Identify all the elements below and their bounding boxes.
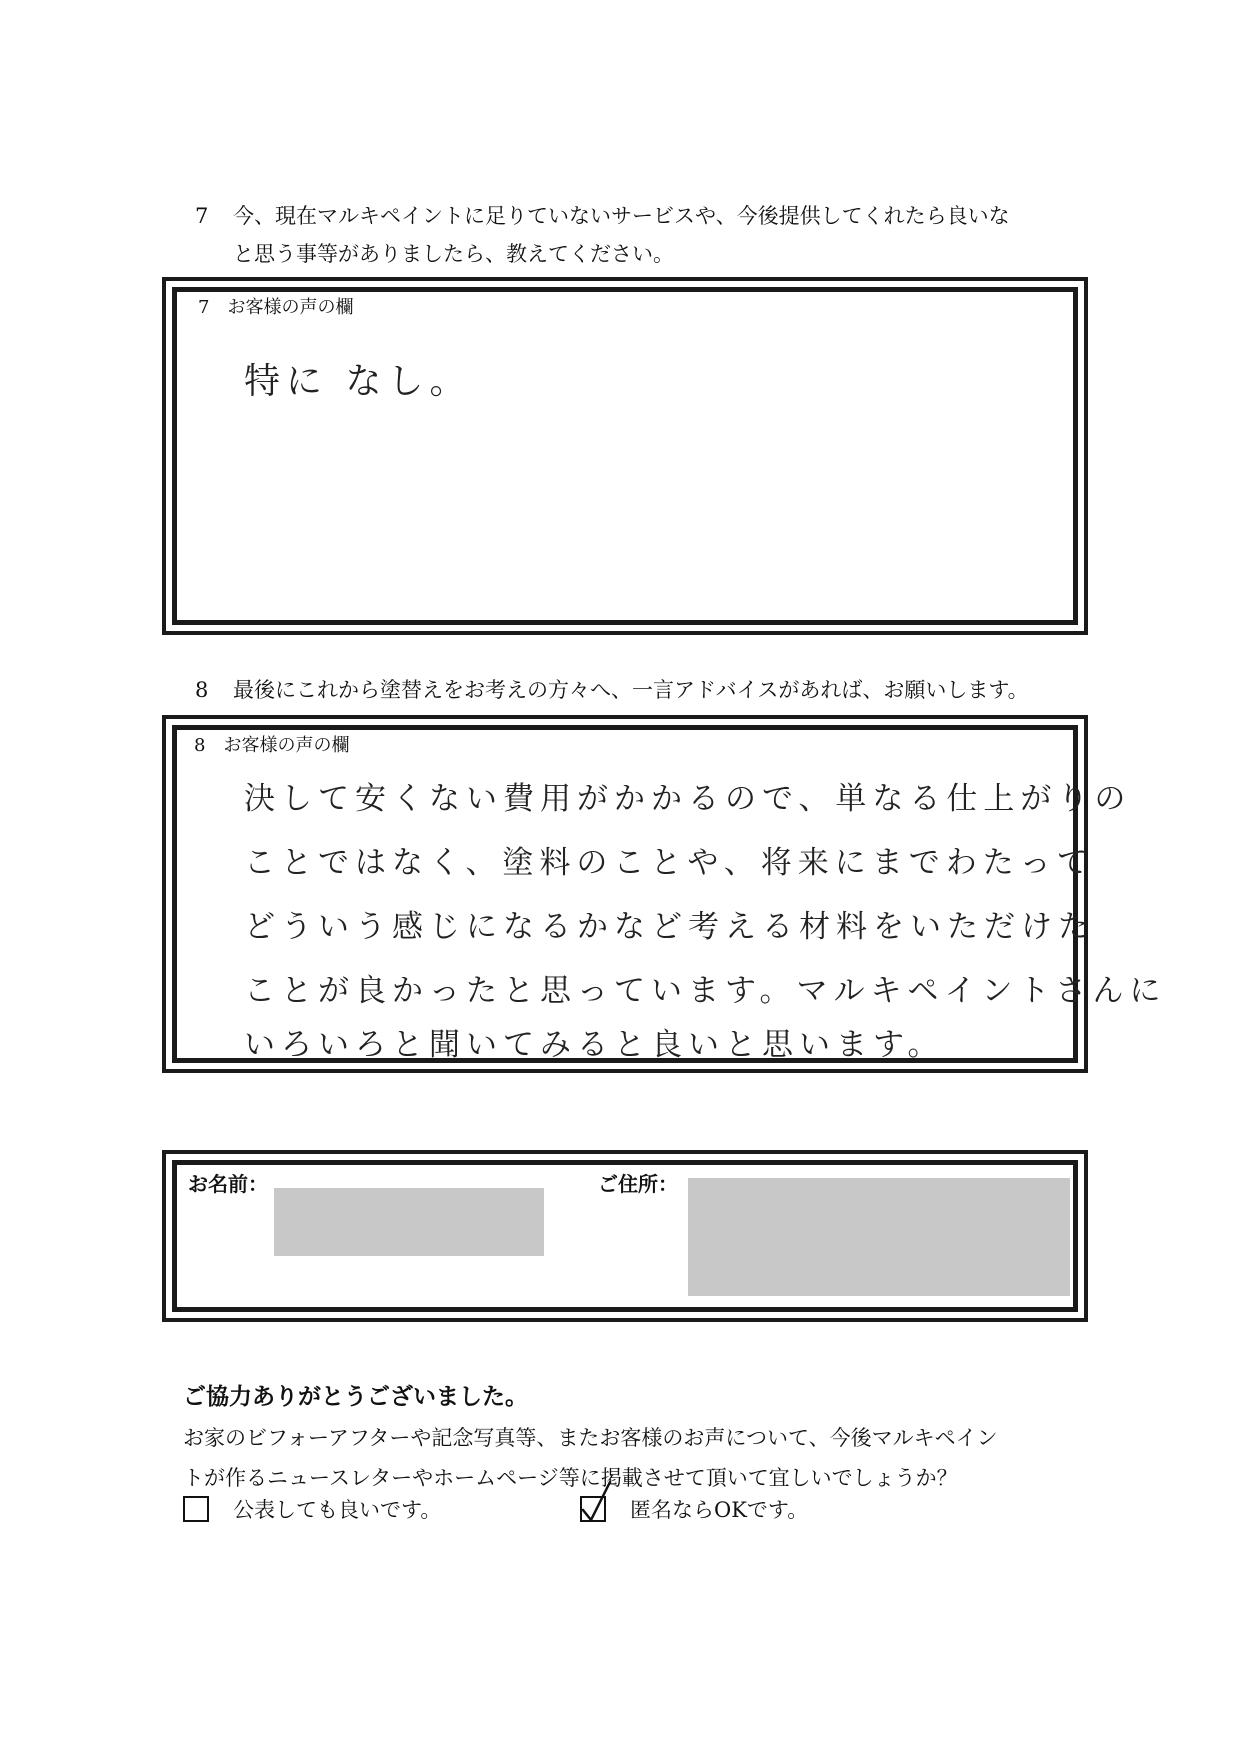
answer-8-handwriting-line: ことではなく、塗料のことや、将来にまでわたって [244,845,1094,881]
name-label: お名前： [188,1172,268,1196]
address-label: ご住所： [598,1172,678,1196]
answer-8-handwriting-line: いろいろと聞いてみると良いと思います。 [244,1027,945,1063]
consent-anonymous-label: 匿名ならOKです。 [630,1498,809,1522]
consent-public-label: 公表しても良いです。 [233,1498,442,1522]
answer-box-7-inner-border [172,287,1078,625]
check-mark-icon [580,1480,620,1524]
name-redacted [274,1188,544,1256]
checkbox-anonymous[interactable] [580,1496,606,1522]
answer-8-handwriting-line: ことが良かったと思っています。マルキペイントさんに [244,973,1167,1009]
answer-box-7 [162,277,1088,635]
thanks-heading: ご協力ありがとうございました。 [183,1384,528,1410]
answer-box-8-label: 8 お客様の声の欄 [194,735,350,756]
customer-info-box [162,1150,1088,1322]
question-7-line2: と思う事等がありましたら、教えてください。 [233,242,674,266]
address-redacted [688,1178,1070,1296]
answer-7-handwriting: 特に なし。 [244,361,472,402]
checkbox-public[interactable] [183,1496,209,1522]
question-8 [195,672,1095,712]
question-7 [195,198,1095,278]
answer-box-7-label: 7 お客様の声の欄 [198,297,354,318]
answer-8-handwriting-line: どういう感じになるかなど考える材料をいただけた [244,909,1095,945]
consent-public-option[interactable] [183,1494,441,1524]
question-7-line1: 今、現在マルキペイントに足りていないサービスや、今後提供してくれたら良いな [233,204,1010,228]
answer-8-handwriting-line: 決して安くない費用がかかるので、単なる仕上がりの [244,781,1132,817]
question-8-number: 8 [195,678,209,702]
question-8-line1: 最後にこれから塗替えをお考えの方々へ、一言アドバイスがあれば、お願いします。 [233,678,1029,702]
publication-question-line2: トが作るニュースレターやホームページ等に掲載させて頂いて宜しいでしょうか？ [183,1466,958,1490]
consent-anonymous-option[interactable] [580,1494,808,1524]
publication-question [183,1418,1083,1498]
publication-question-line1: お家のビフォーアフターや記念写真等、またお客様のお声について、今後マルキペイン [183,1426,998,1450]
question-7-number: 7 [195,204,209,228]
answer-box-8 [162,715,1167,1073]
